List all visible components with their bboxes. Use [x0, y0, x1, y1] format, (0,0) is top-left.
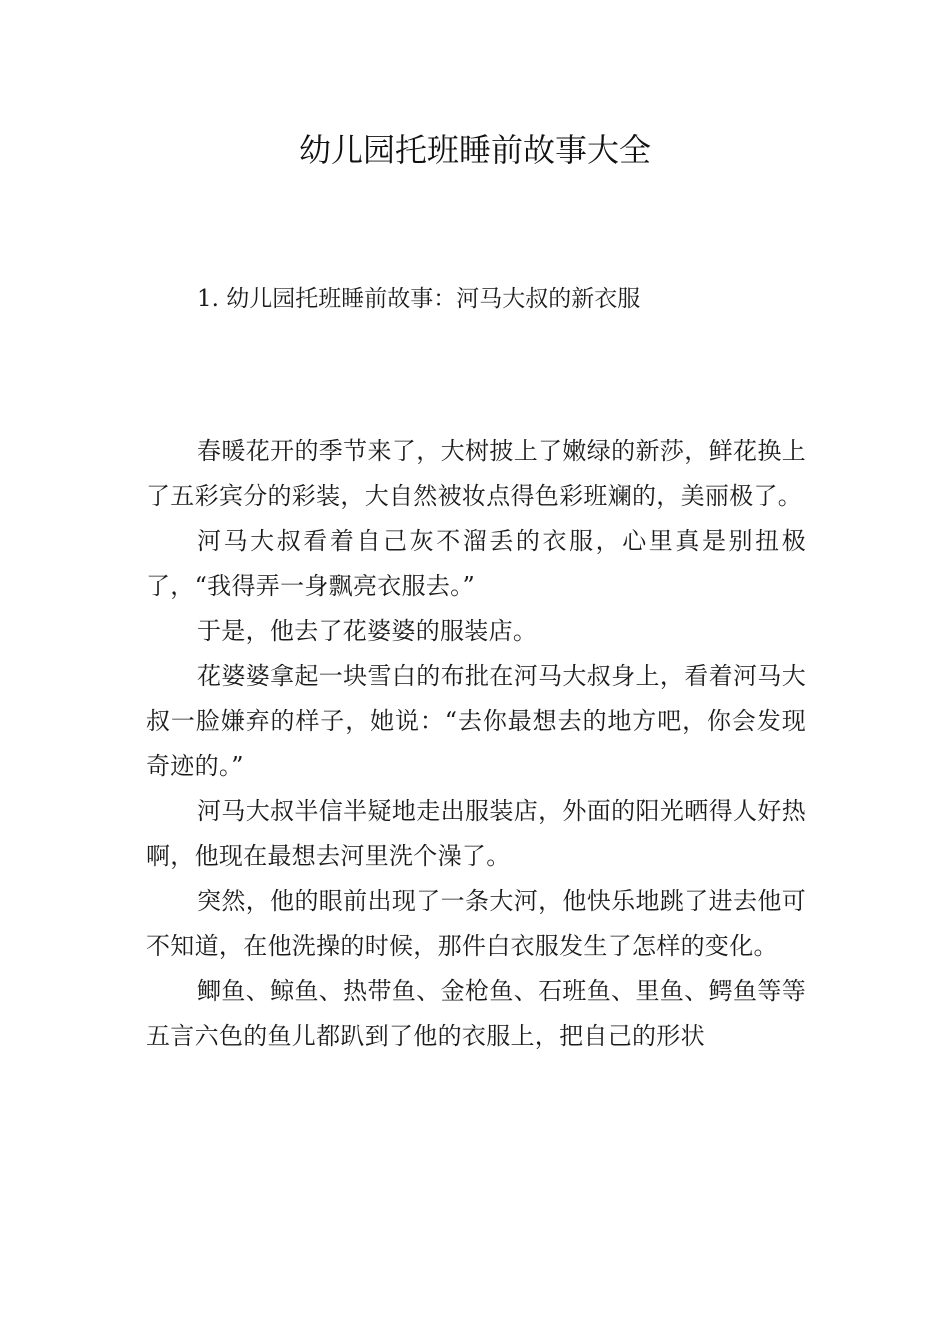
- paragraph: 突然，他的眼前出现了一条大河，他快乐地跳了进去他可不知道，在他洗操的时候，那件白衣服发生了怎样的变化。: [146, 887, 806, 960]
- section-heading: 1. 幼儿园托班睡前故事：河马大叔的新衣服: [197, 286, 641, 312]
- paragraph: 花婆婆拿起一块雪白的布批在河马大叔身上，看着河马大叔一脸嫌弃的样子，她说：“去你最想去的地方吧，你会发现奇迹的。”: [146, 662, 806, 780]
- paragraph: 春暖花开的季节来了，大树披上了嫩绿的新莎，鲜花换上了五彩宾分的彩装，大自然被妆点得色彩班斓的，美丽极了。: [146, 437, 806, 510]
- paragraph: 于是，他去了花婆婆的服装店。: [197, 617, 538, 645]
- paragraph: 河马大叔半信半疑地走出服装店，外面的阳光晒得人好热啊，他现在最想去河里洗个澡了。: [146, 797, 806, 870]
- document-title: 幼儿园托班睡前故事大全: [298, 131, 651, 169]
- paragraph: 河马大叔看着自己灰不溜丢的衣服，心里真是别扭极了，“我得弄一身飘亮衣服去。”: [146, 527, 806, 600]
- paragraph: 鲫鱼、鲸鱼、热带鱼、金枪鱼、石班鱼、里鱼、鳄鱼等等五言六色的鱼儿都趴到了他的衣服上，把自己的形状: [146, 977, 806, 1050]
- story-body: [146, 429, 806, 1059]
